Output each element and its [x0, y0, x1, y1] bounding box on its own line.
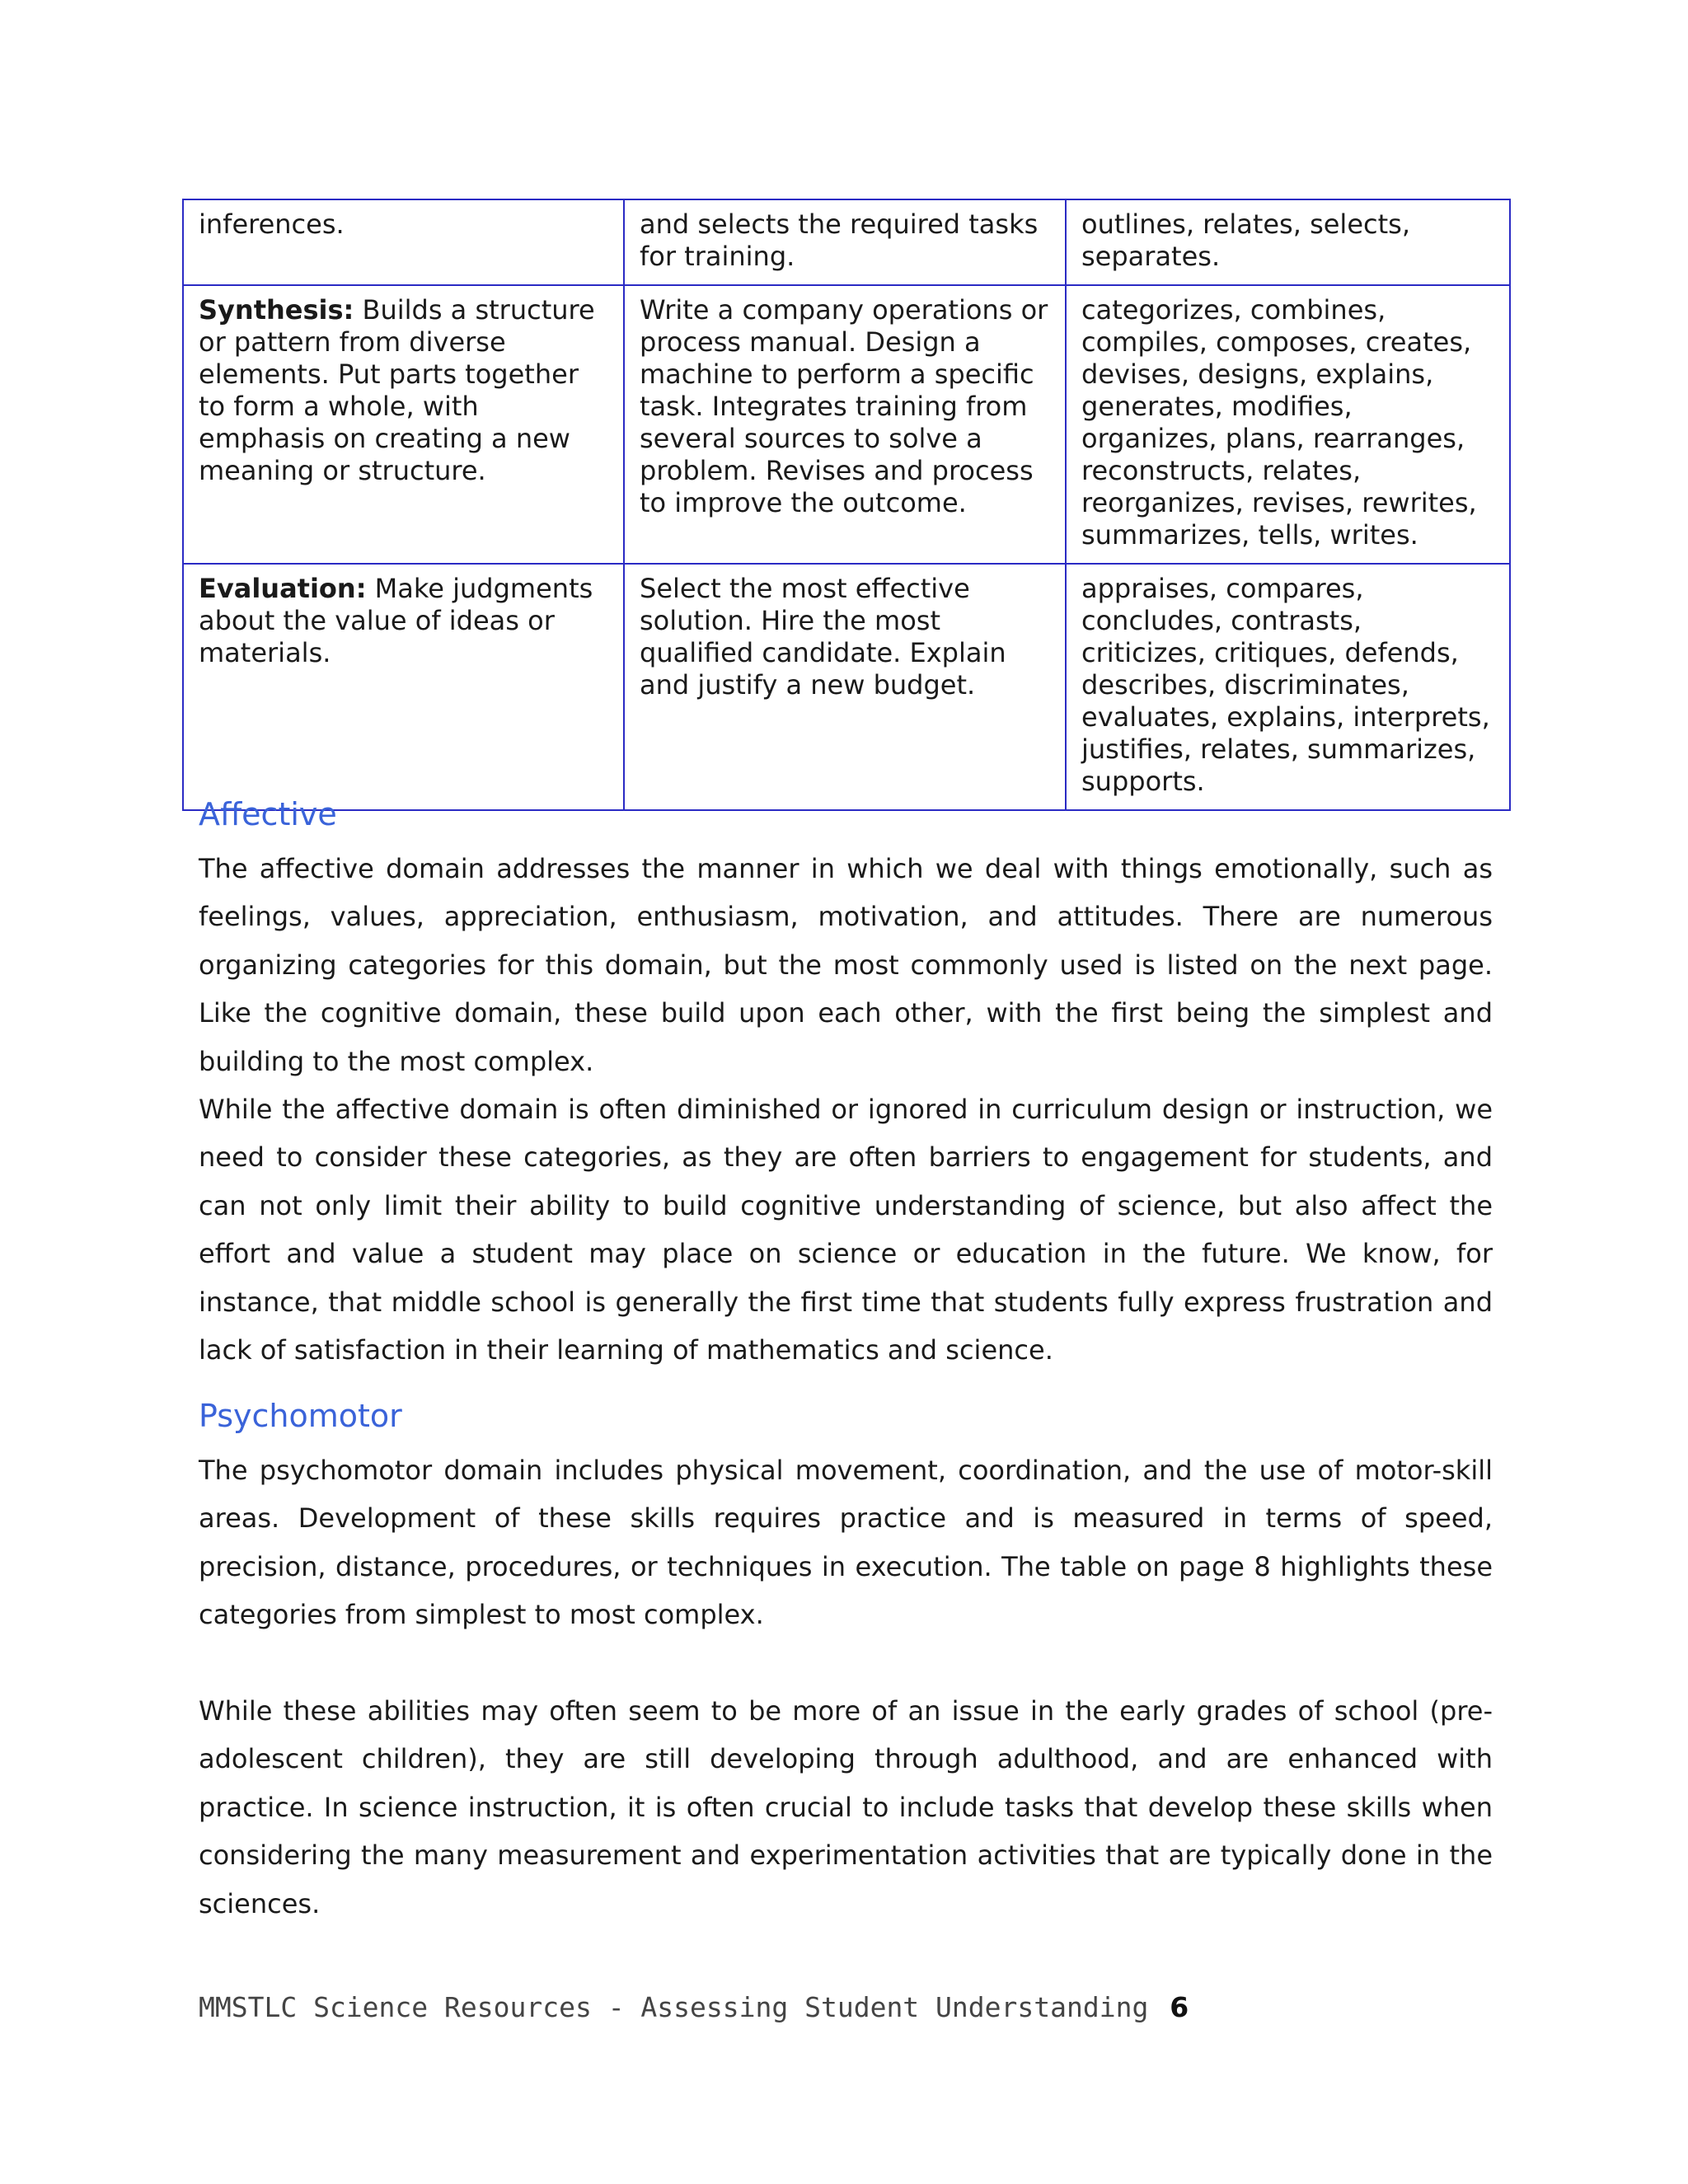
table-row — [183, 199, 1510, 285]
affective-paragraph-2: While the affective domain is often diminished or ignored in curriculum design or instruction, we need to consider these categories, as they are often barriers to engagement for students, and can not only limit their ability to build cognitive understanding of science, but also affect the effort and value a student may place on science or education in the future. We know, for instance, that middle school is generally the first time that students fully express frustration and lack of satisfaction in their learning of mathematics and science. — [199, 1094, 1493, 1366]
table-cell-example — [624, 199, 1066, 285]
example-text: Write a company operations or process manual. Design a machine to perform a specific task. Integrates training from several sources to solve a problem. Revises and process to improve the outcome. — [640, 294, 1048, 518]
psychomotor-paragraph-2: While these abilities may often seem to be more of an issue in the early grades of school (pre-adolescent children), they are still developing through adulthood, and are enhanced with practice. In science instruction, it is often crucial to include tasks that develop these skills when considering the many measurement and experimentation activities that are typically done in the sciences. — [199, 1695, 1493, 1919]
category-description: inferences. — [199, 209, 345, 240]
keywords-text: appraises, compares, concludes, contrasts, criticizes, critiques, defends, describes, discriminates, evaluates, explains, interprets, justifies, relates, summarizes, supports. — [1081, 573, 1490, 797]
keywords-text: categorizes, combines, compiles, composes, creates, devises, designs, explains, generates, modifies, organizes, plans, rearranges, reconstructs, relates, reorganizes, revises, rewrites, summarizes, tells, writes. — [1081, 294, 1477, 551]
page-footer — [199, 1991, 1189, 2024]
category-description: Builds a structure or pattern from diverse elements. Put parts together to form a whole, with emphasis on creating a new meaning or structure. — [199, 294, 595, 486]
table-cell-category — [183, 285, 624, 564]
table-cell-keywords — [1066, 564, 1510, 810]
table-row — [183, 285, 1510, 564]
affective-paragraph-1: The affective domain addresses the manner in which we deal with things emotionally, such as feelings, values, appreciation, enthusiasm, motivation, and attitudes. There are numerous organizing categories for this domain, but the most commonly used is listed on the next page. Like the cognitive domain, these build upon each other, with the first being the simplest and building to the most complex. — [199, 853, 1493, 1077]
table-cell-keywords — [1066, 285, 1510, 564]
example-text: and selects the required tasks for training. — [640, 209, 1039, 272]
table-cell-example — [624, 564, 1066, 810]
table-cell-keywords — [1066, 199, 1510, 285]
footer-text: MMSTLC Science Resources - Assessing Student Understanding — [199, 1991, 1149, 2023]
category-term: Evaluation: — [199, 573, 367, 604]
taxonomy-table — [182, 199, 1511, 811]
table-cell-category — [183, 564, 624, 810]
page-number: 6 — [1170, 1991, 1189, 2023]
psychomotor-heading: Psychomotor — [199, 1398, 402, 1434]
example-text: Select the most effective solution. Hire the most qualified candidate. Explain and justify a new budget. — [640, 573, 1006, 701]
psychomotor-paragraph-1: The psychomotor domain includes physical movement, coordination, and the use of motor-skill areas. Development of these skills requires practice and is measured in terms of speed, precision, distance, procedures, or techniques in execution. The table on page 8 highlights these categories from simplest to most complex. — [199, 1455, 1493, 1631]
table-cell-category — [183, 199, 624, 285]
table-row — [183, 564, 1510, 810]
table-cell-example — [624, 285, 1066, 564]
category-term: Synthesis: — [199, 294, 354, 326]
keywords-text: outlines, relates, selects, separates. — [1081, 209, 1410, 272]
category-description: Make judgments about the value of ideas or materials. — [199, 573, 593, 668]
affective-heading: Affective — [199, 796, 337, 832]
